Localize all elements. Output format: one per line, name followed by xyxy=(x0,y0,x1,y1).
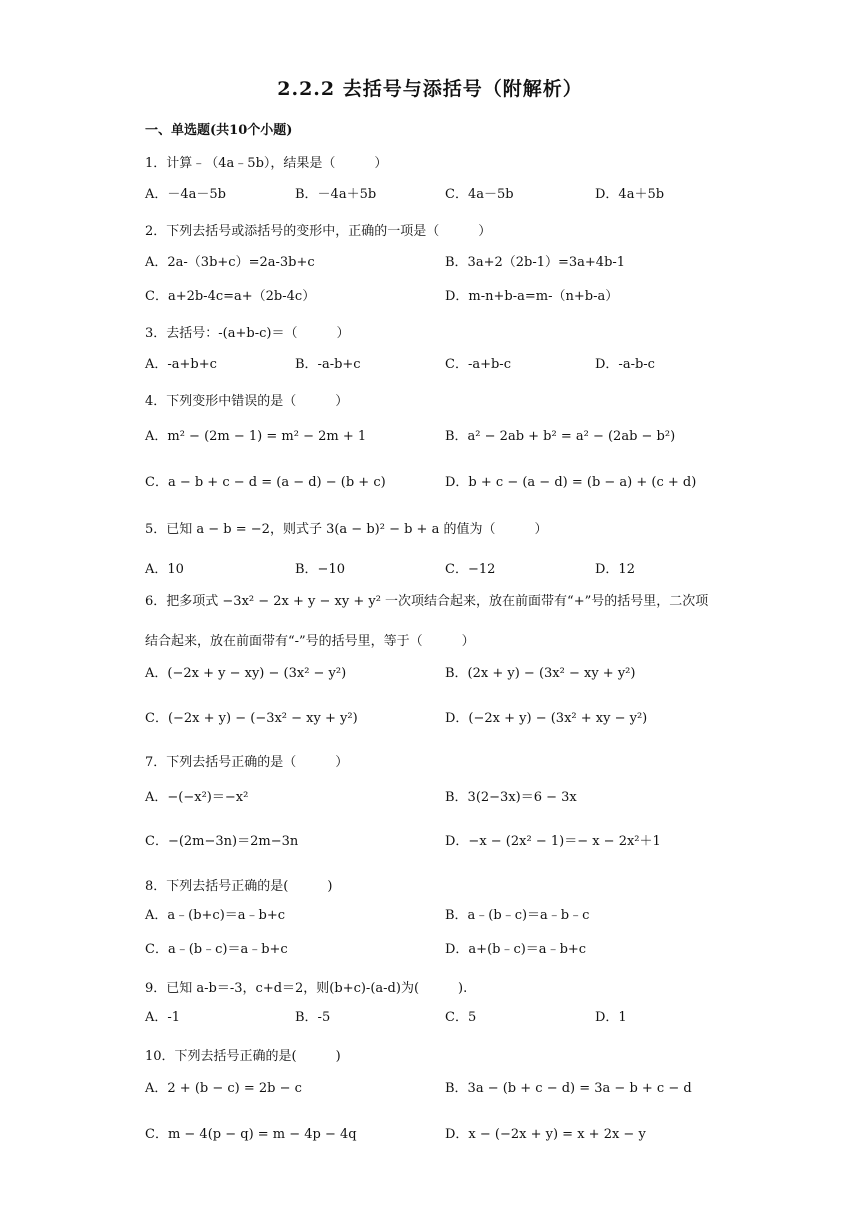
question-7-option-a[interactable]: A．−(−x²)＝−x² xyxy=(145,790,249,805)
question-9-option-b[interactable]: B．-5 xyxy=(295,1010,331,1025)
question-5-option-a[interactable]: A．10 xyxy=(145,562,184,577)
question-10-stem: 10．下列去括号正确的是( ) xyxy=(145,1049,341,1064)
question-6-option-b[interactable]: B．(2x + y) − (3x² − xy + y²) xyxy=(445,666,636,681)
question-4-option-c[interactable]: C．a − b + c − d = (a − d) − (b + c) xyxy=(145,475,386,490)
question-10-option-a[interactable]: A．2 + (b − c) = 2b − c xyxy=(145,1081,302,1096)
question-2-option-d[interactable]: D．m-n+b-a=m-（n+b-a） xyxy=(445,289,619,304)
question-1-options xyxy=(145,182,715,208)
question-1-option-b[interactable]: B．－4a＋5b xyxy=(295,187,377,202)
question-2-stem: 2．下列去括号或添括号的变形中，正确的一项是（ ） xyxy=(145,224,492,239)
question-4-options-row2 xyxy=(145,470,715,496)
question-2-option-c[interactable]: C．a+2b-4c=a+（2b-4c） xyxy=(145,289,316,304)
question-6-stem: 6．把多项式 −3x² − 2x + y − xy + y² 一次项结合起来，放在前面带有“+”号的括号里，二次项结合起来，放在前面带有“-”号的括号里，等于（ ） xyxy=(145,594,709,649)
question-7-option-c[interactable]: C．−(2m−3n)＝2m−3n xyxy=(145,834,299,849)
question-8-stem: 8．下列去括号正确的是( ) xyxy=(145,879,333,894)
question-4-option-a[interactable]: A．m² − (2m − 1) = m² − 2m + 1 xyxy=(145,429,367,444)
question-3-option-c[interactable]: C．-a+b-c xyxy=(445,357,511,372)
question-5-option-b[interactable]: B．−10 xyxy=(295,562,345,577)
question-3-option-b[interactable]: B．-a-b+c xyxy=(295,357,361,372)
question-5-options xyxy=(145,557,715,583)
question-6-option-d[interactable]: D．(−2x + y) − (3x² + xy − y²) xyxy=(445,711,648,726)
question-10-options-row2 xyxy=(145,1122,715,1148)
document-title: 2.2.2 去括号与添括号（附解析） xyxy=(277,78,583,100)
question-8-options-row2 xyxy=(145,937,715,963)
question-7-option-b[interactable]: B．3(2−3x)＝6 − 3x xyxy=(445,790,577,805)
question-5-option-d[interactable]: D．12 xyxy=(595,562,635,577)
question-4-stem: 4．下列变形中错误的是（ ） xyxy=(145,394,349,409)
question-9-options xyxy=(145,1005,715,1031)
question-7-options-row1 xyxy=(145,785,715,811)
question-5-stem: 5．已知 a − b = −2，则式子 3(a − b)² − b + a 的值为（ ） xyxy=(145,522,548,537)
question-1-option-a[interactable]: A．－4a－5b xyxy=(145,187,227,202)
question-10-option-c[interactable]: C．m − 4(p − q) = m − 4p − 4q xyxy=(145,1127,357,1142)
question-6-options-row2 xyxy=(145,706,715,732)
question-8-option-c[interactable]: C．a﹣(b﹣c)＝a﹣b+c xyxy=(145,942,288,957)
question-10-option-d[interactable]: D．x − (−2x + y) = x + 2x − y xyxy=(445,1127,646,1142)
question-8-option-b[interactable]: B．a﹣(b﹣c)＝a﹣b﹣c xyxy=(445,908,590,923)
question-1-option-c[interactable]: C．4a－5b xyxy=(445,187,514,202)
question-8-option-d[interactable]: D．a+(b﹣c)＝a﹣b+c xyxy=(445,942,587,957)
question-3-options xyxy=(145,352,715,378)
question-5-option-c[interactable]: C．−12 xyxy=(445,562,496,577)
question-2-options-row2 xyxy=(145,284,715,310)
question-3-option-d[interactable]: D．-a-b-c xyxy=(595,357,655,372)
question-7-option-d[interactable]: D．−x − (2x² − 1)＝− x − 2x²＋1 xyxy=(445,834,661,849)
question-3-stem: 3．去括号：-(a+b-c)＝（ ） xyxy=(145,326,350,341)
question-2-option-b[interactable]: B．3a+2（2b-1）=3a+4b-1 xyxy=(445,255,626,270)
question-10-option-b[interactable]: B．3a − (b + c − d) = 3a − b + c − d xyxy=(445,1081,692,1096)
question-4-options-row1 xyxy=(145,424,715,450)
question-6-options-row1 xyxy=(145,661,715,687)
question-7-options-row2 xyxy=(145,829,715,855)
question-9-stem: 9．已知 a-b＝-3，c+d＝2，则(b+c)-(a-d)为( ). xyxy=(145,981,468,996)
question-7-stem: 7．下列去括号正确的是（ ） xyxy=(145,755,349,770)
question-8-options-row1 xyxy=(145,903,715,929)
question-1-stem: 1．计算﹣（4a﹣5b），结果是（ ） xyxy=(145,156,388,171)
section-heading: 一、单选题(共10个小题) xyxy=(145,123,293,138)
question-3-option-a[interactable]: A．-a+b+c xyxy=(145,357,217,372)
question-10-options-row1 xyxy=(145,1076,715,1102)
question-9-option-a[interactable]: A．-1 xyxy=(145,1010,181,1025)
question-4-option-b[interactable]: B．a² − 2ab + b² = a² − (2ab − b²) xyxy=(445,429,676,444)
question-2-options-row1 xyxy=(145,250,715,276)
question-6-option-c[interactable]: C．(−2x + y) − (−3x² − xy + y²) xyxy=(145,711,358,726)
question-1-option-d[interactable]: D．4a＋5b xyxy=(595,187,665,202)
question-2-option-a[interactable]: A．2a-（3b+c）=2a-3b+c xyxy=(145,255,315,270)
question-9-option-c[interactable]: C．5 xyxy=(445,1010,477,1025)
question-8-option-a[interactable]: A．a﹣(b+c)＝a﹣b+c xyxy=(145,908,286,923)
question-9-option-d[interactable]: D．1 xyxy=(595,1010,627,1025)
question-6-option-a[interactable]: A．(−2x + y − xy) − (3x² − y²) xyxy=(145,666,347,681)
question-4-option-d[interactable]: D．b + c − (a − d) = (b − a) + (c + d) xyxy=(445,475,697,490)
